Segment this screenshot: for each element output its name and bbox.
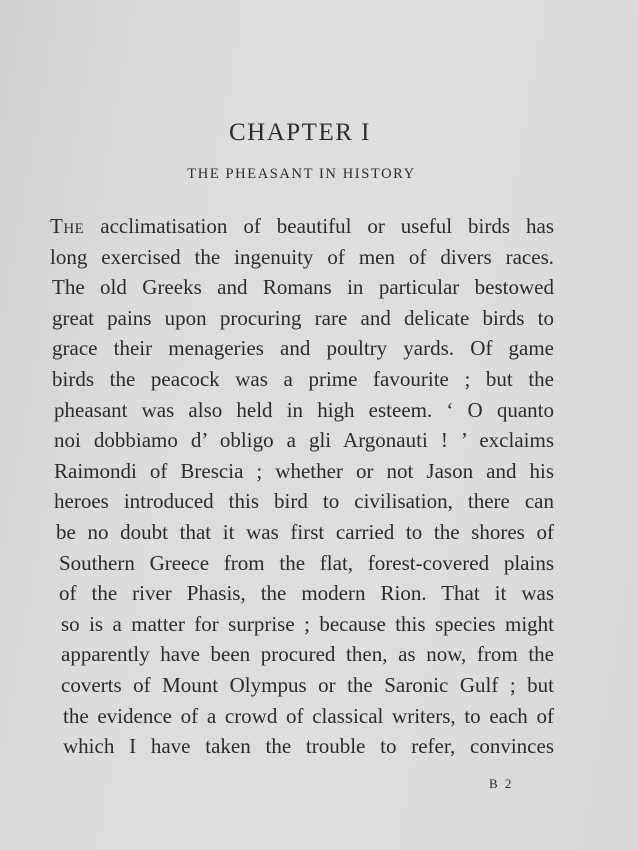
text-line: birds the peacock was a prime favourite ; but the (52, 366, 554, 391)
text-line: grace their menageries and poultry yards. Of game (52, 336, 554, 361)
text-line: great pains upon procuring rare and delicate birds to (52, 305, 554, 330)
chapter-subtitle: THE PHEASANT IN HISTORY (187, 166, 416, 182)
text-line: pheasant was also held in high esteem. ‘ O quanto (54, 397, 554, 422)
signature-mark: B 2 (489, 776, 514, 791)
text-line: so is a matter for surprise ; because this species might (61, 611, 554, 636)
text-line: heroes introduced this bird to civilisation, there can (54, 489, 554, 514)
body-paragraph (50, 211, 554, 762)
text-line: noi dobbiamo d’ obligo a gli Argonauti ! ’ exclaims (54, 428, 554, 453)
text-line: long exercised the ingenuity of men of divers races. (50, 244, 554, 269)
text-line: of the river Phasis, the modern Rion. That it was (59, 581, 554, 606)
text-line: be no doubt that it was first carried to the shores of (56, 519, 554, 544)
text-line: apparently have been procured then, as now, from the (61, 642, 554, 667)
drop-word: The (50, 214, 85, 238)
text-line: Southern Greece from the flat, forest-covered plains (59, 550, 554, 575)
text-line: The old Greeks and Romans in particular bestowed (52, 275, 554, 300)
text-line: Raimondi of Brescia ; whether or not Jason and his (54, 458, 554, 483)
text-line: The acclimatisation of beautiful or useful birds has (50, 214, 554, 238)
chapter-title: CHAPTER I (229, 119, 371, 146)
text-line: which I have taken the trouble to refer, convinces (63, 734, 554, 759)
text-line: the evidence of a crowd of classical writers, to each of (63, 703, 554, 728)
text-line: coverts of Mount Olympus or the Saronic Gulf ; but (61, 672, 554, 697)
